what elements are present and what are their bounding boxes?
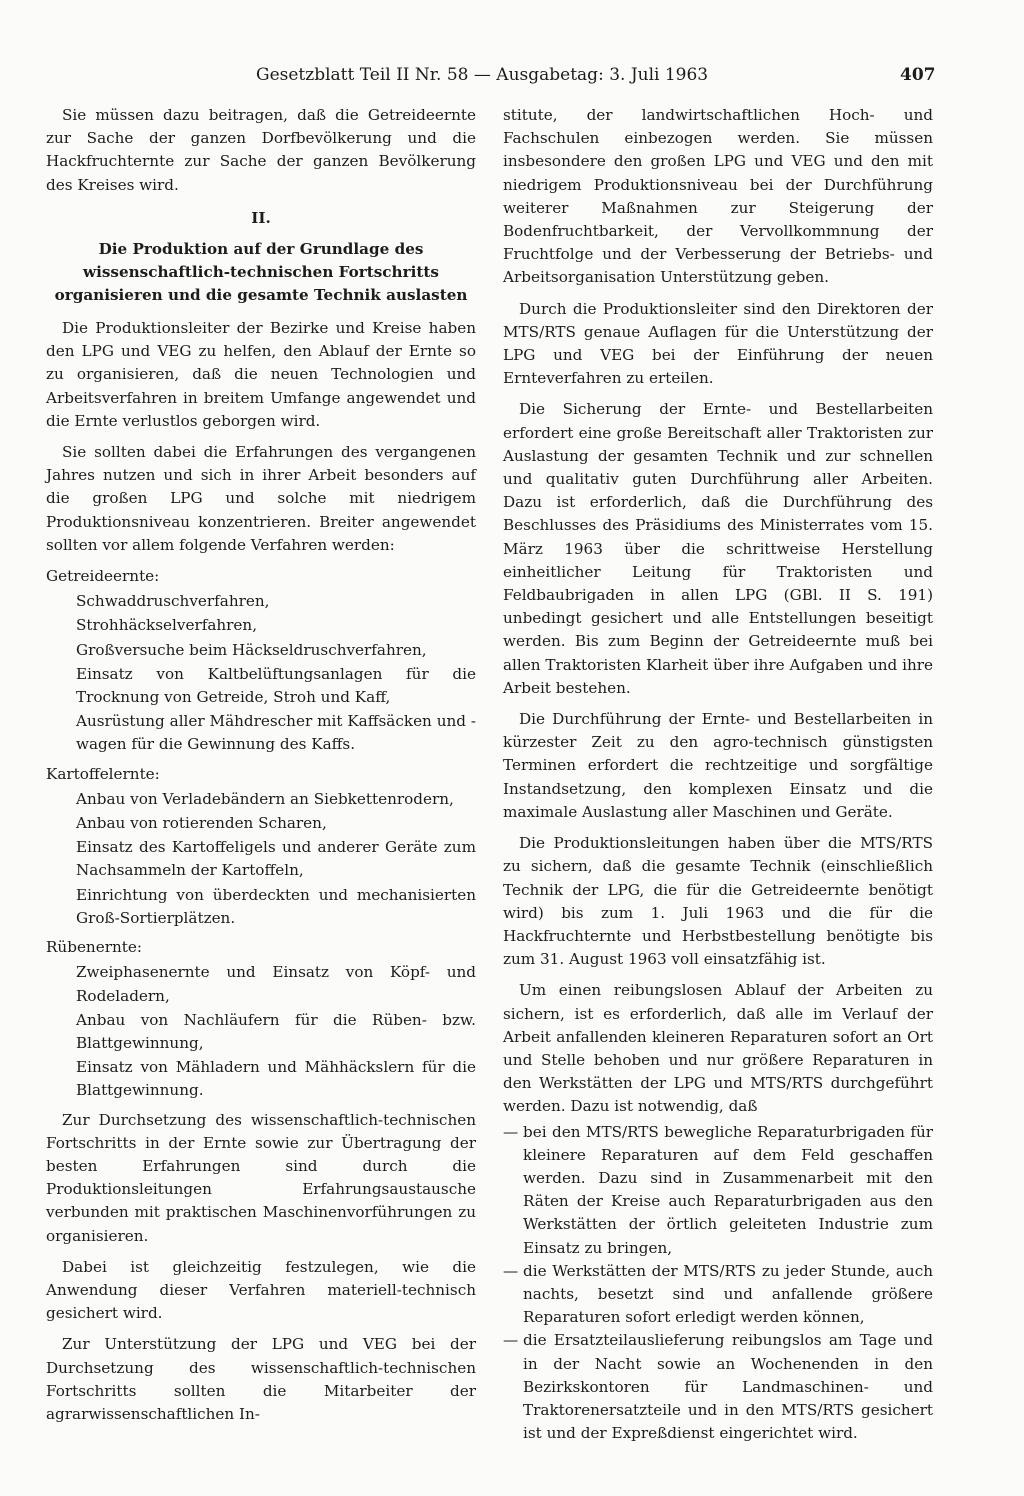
list-item bbox=[503, 1121, 933, 1260]
list-item-text: die Ersatzteilauslieferung reibungslos am Tage und in der Nacht sowie an Wochenenden in den Bezirkskontoren für Landmaschinen- und Traktorenersatzteile und in den MTS/RTS gesichert ist und der Expreßdienst eingerichtet wird. bbox=[523, 1331, 933, 1443]
list-item: Anbau von rotierenden Scharen, bbox=[76, 814, 327, 833]
dash-marker: — bbox=[503, 1261, 519, 1280]
paragraph-continued: stitute, der landwirtschaftlichen Hoch- und Fachschulen einbezogen werden. Sie müssen insbesondere den großen LPG und VEG und den mit niedrigem Produktionsniveau bei der Durchführung weiterer Maßnahmen zur Steigerung der Bodenfruchtbarkeit, der Vervollkommnung der Fruchtfolge und der Verbesserung der Betriebs- und Arbeitsorganisation Unterstützung geben. bbox=[503, 106, 933, 287]
list-item bbox=[503, 1260, 933, 1330]
paragraph: Zur Unterstützung der LPG und VEG bei der Durchsetzung des wissenschaftlich-technischen Fortschritts sollten die Mitarbeiter der agrarwissenschaftlichen In- bbox=[46, 1335, 476, 1423]
category-label: Getreideernte: bbox=[46, 567, 160, 586]
header-title: Gesetzblatt Teil II Nr. 58 — Ausgabetag: 3. Juli 1963 bbox=[256, 65, 709, 85]
list-item: Strohhäckselverfahren, bbox=[76, 616, 258, 635]
dash-marker: — bbox=[503, 1122, 519, 1141]
paragraph: Die Produktionsleitungen haben über die MTS/RTS zu sichern, daß die gesamte Technik (einschließlich Technik der LPG, die für die Getreideernte benötigt wird) bis zum 1. Juli 1963 und die für die Hackfruchternte und Herbstbestellung benötigte bis zum 31. August 1963 voll einsatzfähig ist. bbox=[503, 834, 933, 969]
list-item-text: bei den MTS/RTS bewegliche Reparaturbrigaden für kleinere Reparaturen auf dem Feld geschaffen werden. Dazu sind in Zusammenarbeit mit den Räten der Kreise auch Reparaturbrigaden aus den Werkstätten der örtlich geleiteten Industrie zum Einsatz zu bringen, bbox=[523, 1122, 933, 1257]
paragraph: Um einen reibungslosen Ablauf der Arbeiten zu sichern, ist es erforderlich, daß alle im Verlauf der Arbeit anfallenden kleineren Reparaturen sofort an Ort und Stelle behoben und nur größere Reparaturen in den Werkstätten der LPG und MTS/RTS durchgeführt werden. Dazu ist notwendig, daß bbox=[503, 981, 933, 1116]
paragraph: Die Sicherung der Ernte- und Bestellarbeiten erfordert eine große Bereitschaft aller Traktoristen zur Auslastung der gesamten Technik und zur schnellen und qualitativ guten Durchführung aller Arbeiten. Dazu ist erforderlich, daß die Durchführung des Beschlusses des Präsidiums des Ministerrates vom 15. März 1963 über die schrittweise Herstellung einheitlicher Leitung für Traktoristen und Feldbaubrigaden in allen LPG (GBl. II S. 191) unbedingt gesichert und alle Entstellungen beseitigt werden. Bis zum Beginn der Getreideernte muß bei allen Traktoristen Klarheit über ihre Aufgaben und ihre Arbeit bestehen. bbox=[503, 400, 933, 697]
list-item: Großversuche beim Häckseldruschverfahren, bbox=[76, 640, 427, 659]
right-column bbox=[503, 104, 933, 1445]
list-item: Anbau von Verladebändern an Siebkettenrodern, bbox=[76, 789, 454, 808]
list-item-text: die Werkstätten der MTS/RTS zu jeder Stunde, auch nachts, besetzt sind und anfallende größere Reparaturen sofort erledigt werden können, bbox=[523, 1261, 933, 1327]
section-heading: Die Produktion auf der Grundlage des wissenschaftlich-technischen Fortschritts organisieren und die gesamte Technik auslasten bbox=[54, 240, 468, 305]
paragraph: Sie sollten dabei die Erfahrungen des vergangenen Jahres nutzen und sich in ihrer Arbeit besonders auf die großen LPG und solche mit niedrigem Produktionsniveau konzentrieren. Breiter angewendet sollten vor allem folgende Verfahren werden: bbox=[46, 443, 476, 554]
paragraph: Dabei ist gleichzeitig festzulegen, wie die Anwendung dieser Verfahren materiell-technisch gesichert wird. bbox=[46, 1257, 476, 1323]
procedure-list-getreide bbox=[46, 590, 476, 756]
list-item: Einsatz von Mähladern und Mähhäckslern für die Blattgewinnung. bbox=[76, 1058, 476, 1100]
paragraph: Durch die Produktionsleiter sind den Direktoren der MTS/RTS genaue Auflagen für die Unterstützung der LPG und VEG bei der Einführung der neuen Ernteverfahren zu erteilen. bbox=[503, 299, 933, 388]
left-column bbox=[46, 104, 476, 1434]
procedure-list-rueben bbox=[46, 961, 476, 1102]
list-item: Zweiphasenernte und Einsatz von Köpf- und Rodeladern, bbox=[76, 963, 476, 1005]
category-label: Kartoffelernte: bbox=[46, 764, 160, 783]
list-item: Ausrüstung aller Mähdrescher mit Kaffsäcken und -wagen für die Gewinnung des Kaffs. bbox=[76, 712, 476, 754]
paragraph: Die Produktionsleiter der Bezirke und Kreise haben den LPG und VEG zu helfen, den Ablauf der Ernte so zu organisieren, daß die neuen Technologien und Arbeitsverfahren in breitem Umfange angewendet und die Ernte verlustlos geborgen wird. bbox=[46, 319, 476, 430]
page-number: 407 bbox=[900, 65, 936, 85]
list-item: Einrichtung von überdeckten und mechanisierten Groß-Sortierplätzen. bbox=[76, 885, 476, 927]
paragraph: Die Durchführung der Ernte- und Bestellarbeiten in kürzester Zeit zu den agro-technisch günstigsten Terminen erfordert die rechtzeitige und sorgfältige Instandsetzung, den komplexen Einsatz und die maximale Auslastung aller Maschinen und Geräte. bbox=[503, 710, 933, 821]
list-item: Einsatz des Kartoffeligels und anderer Geräte zum Nachsammeln der Kartoffeln, bbox=[76, 838, 476, 880]
paragraph: Zur Durchsetzung des wissenschaftlich-technischen Fortschritts in der Ernte sowie zur Übertragung der besten Erfahrungen sind durch die Produktionsleitungen Erfahrungsaustausche verbunden mit praktischen Maschinenvorführungen zu organisieren. bbox=[46, 1110, 476, 1245]
requirements-list bbox=[503, 1121, 933, 1446]
list-item: Anbau von Nachläufern für die Rüben- bzw. Blattgewinnung, bbox=[76, 1010, 476, 1052]
intro-paragraph: Sie müssen dazu beitragen, daß die Getreideernte zur Sache der ganzen Dorfbevölkerung und die Hackfruchternte zur Sache der ganzen Bevölkerung des Kreises wird. bbox=[46, 106, 476, 194]
procedure-list-kartoffel bbox=[46, 788, 476, 930]
section-number: II. bbox=[251, 208, 271, 227]
dash-marker: — bbox=[503, 1331, 519, 1350]
list-item: Einsatz von Kaltbelüftungsanlagen für die Trocknung von Getreide, Stroh und Kaff, bbox=[76, 664, 476, 707]
list-item bbox=[503, 1329, 933, 1445]
category-label: Rübenernte: bbox=[46, 938, 142, 957]
list-item: Schwaddruschverfahren, bbox=[76, 592, 270, 611]
